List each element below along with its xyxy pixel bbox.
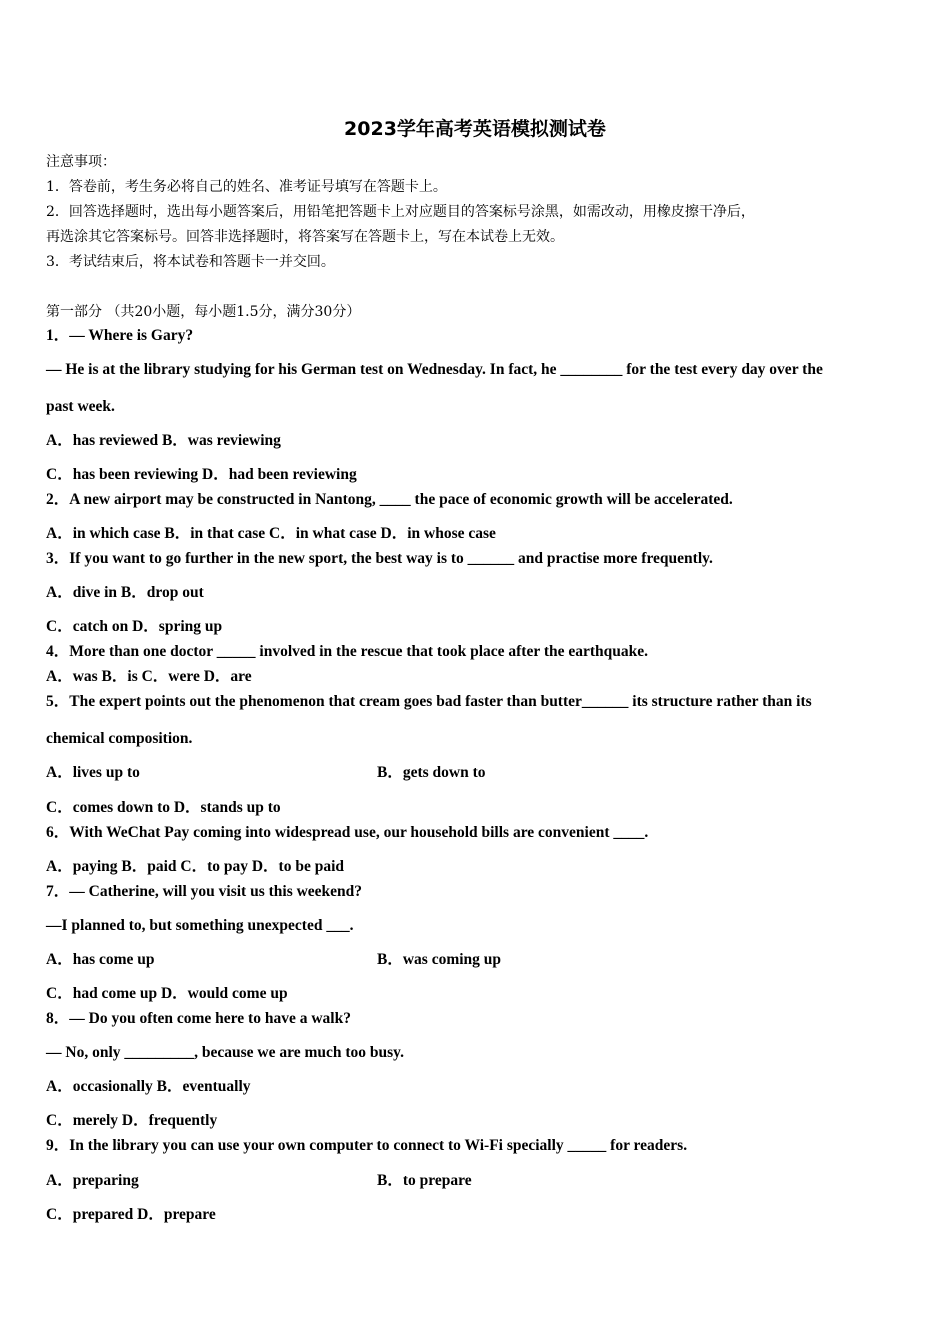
question-5-line: chemical composition. [46, 730, 193, 747]
question-1-options-ab: A．has reviewed B．was reviewing [46, 432, 281, 449]
page-title: 2023学年高考英语模拟测试卷 [344, 118, 606, 140]
question-4-stem: 4．More than one doctor _____ involved in the rescue that took place after the earthquake. [46, 643, 649, 660]
question-4-options: A．was B．is C．were D．are [46, 668, 252, 685]
question-6-stem: 6．With WeChat Pay coming into widespread use, our household bills are convenient ____. [46, 824, 649, 841]
question-9-option-a: A．preparing [46, 1172, 139, 1189]
question-3-options-ab: A．dive in B．drop out [46, 584, 204, 601]
question-7-stem: 7．— Catherine, will you visit us this weekend? [46, 883, 363, 900]
notice-item-2a: 2．回答选择题时，选出每小题答案后，用铅笔把答题卡上对应题目的答案标号涂黑，如需改动，用橡皮擦干净后， [46, 204, 755, 220]
question-6-options: A．paying B．paid C．to pay D．to be paid [46, 858, 345, 875]
question-2-stem: 2．A new airport may be constructed in Nantong, ____ the pace of economic growth will be accelerated. [46, 491, 733, 508]
question-8-options-ab: A．occasionally B．eventually [46, 1078, 251, 1095]
question-7-line: —I planned to, but something unexpected ___. [46, 917, 354, 934]
question-9-option-b: B．to prepare [377, 1172, 472, 1189]
question-7-option-b: B．was coming up [377, 951, 502, 968]
question-3-options-cd: C．catch on D．spring up [46, 618, 223, 635]
question-5-options-cd: C．comes down to D．stands up to [46, 799, 281, 816]
question-5-option-a: A．lives up to [46, 764, 140, 781]
question-8-options-cd: C．merely D．frequently [46, 1112, 218, 1129]
question-5-stem: 5．The expert points out the phenomenon that cream goes bad faster than butter______ its structure rather than its [46, 693, 812, 710]
question-2-options: A．in which case B．in that case C．in what case D．in whose case [46, 525, 496, 542]
question-7-option-a: A．has come up [46, 951, 155, 968]
question-8-stem: 8．— Do you often come here to have a walk? [46, 1010, 351, 1027]
question-9-stem: 9．In the library you can use your own computer to connect to Wi-Fi specially _____ for readers. [46, 1137, 688, 1154]
question-9-options-cd: C．prepared D．prepare [46, 1206, 216, 1223]
question-5-option-b: B．gets down to [377, 764, 486, 781]
question-1-line: — He is at the library studying for his German test on Wednesday. In fact, he ________ for the test every day over the [46, 361, 823, 378]
notice-heading: 注意事项： [46, 154, 116, 170]
question-3-stem: 3．If you want to go further in the new sport, the best way is to ______ and practise more frequently. [46, 550, 713, 567]
question-1-stem: 1．— Where is Gary? [46, 327, 194, 344]
question-8-line: — No, only _________, because we are much too busy. [46, 1044, 404, 1061]
notice-item-3: 3．考试结束后，将本试卷和答题卡一并交回。 [46, 254, 335, 270]
question-1-line: past week. [46, 398, 115, 415]
section-heading: 第一部分 （共20小题，每小题1.5分，满分30分） [46, 304, 361, 320]
question-7-options-cd: C．had come up D．would come up [46, 985, 288, 1002]
notice-item-2b: 再选涂其它答案标号。回答非选择题时，将答案写在答题卡上，写在本试卷上无效。 [46, 229, 564, 245]
notice-item-1: 1．答卷前，考生务必将自己的姓名、准考证号填写在答题卡上。 [46, 179, 447, 195]
question-1-options-cd: C．has been reviewing D．had been reviewing [46, 466, 357, 483]
